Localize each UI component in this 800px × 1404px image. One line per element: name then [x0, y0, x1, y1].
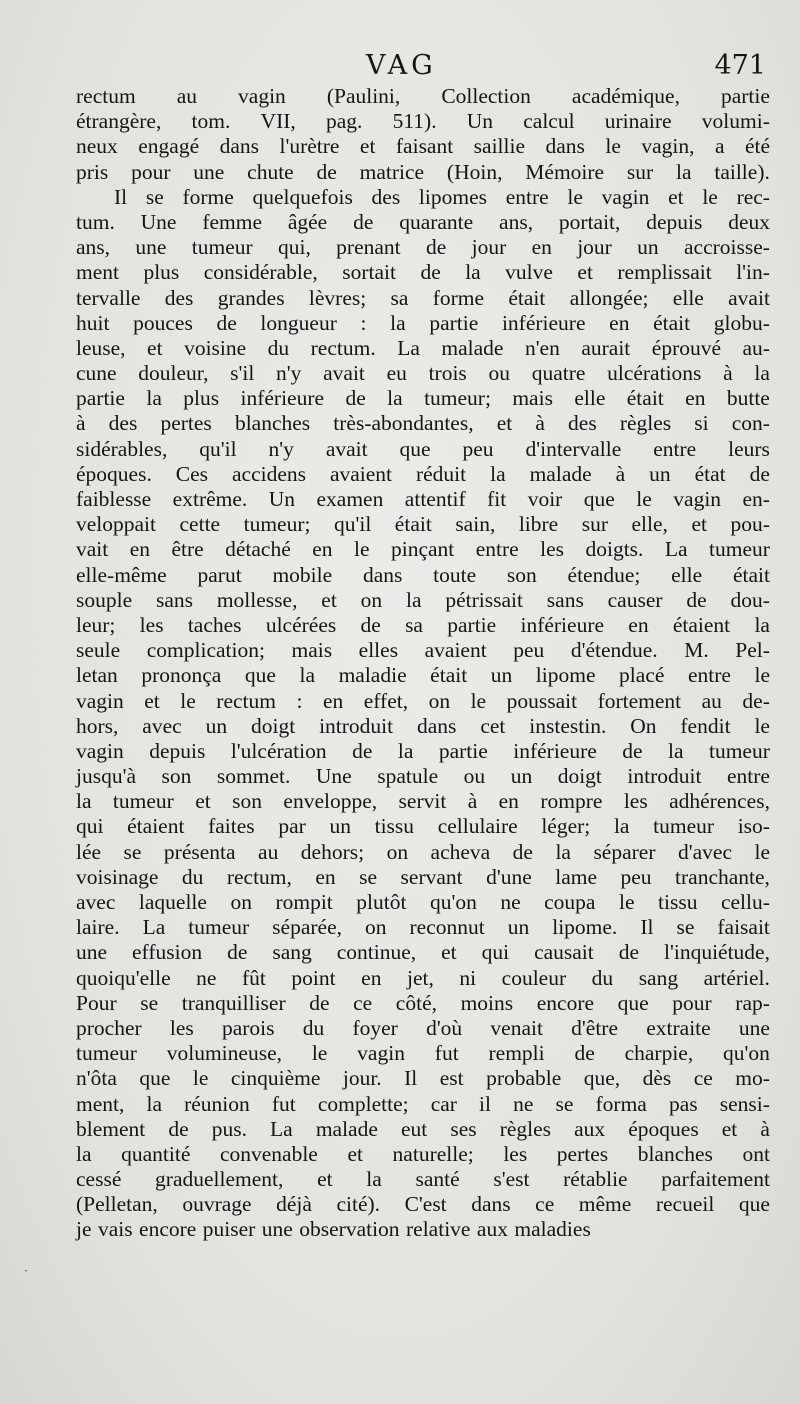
text-line: (Pelletan, ouvrage déjà cité). C'est dans ce même recueil que [76, 1192, 770, 1217]
text-line: je vais encore puiser une observation relative aux maladies [76, 1217, 591, 1242]
text-line: Il se forme quelquefois des lipomes entre le vagin et le rec- [114, 184, 770, 209]
text-line: pris pour une chute de matrice (Hoin, Mémoire sur la taille). [76, 159, 770, 184]
body-text [76, 84, 770, 1243]
text-line: quoiqu'elle ne fût point en jet, ni couleur du sang artériel. [76, 965, 770, 990]
text-line: veloppait cette tumeur; qu'il était sain, libre sur elle, et pou- [76, 512, 770, 537]
text-line: lée se présenta au dehors; on acheva de la séparer d'avec le [76, 839, 770, 864]
text-line: la tumeur et son enveloppe, servit à en rompre les adhérences, [76, 789, 770, 814]
text-line: ans, une tumeur qui, prenant de jour en jour un accroisse- [76, 235, 770, 260]
text-line: une effusion de sang continue, et qui causait de l'inquiétude, [76, 940, 770, 965]
text-line: voisinage du rectum, en se servant d'une lame peu tranchante, [76, 864, 770, 889]
text-line: vagin et le rectum : en effet, on le poussait fortement au de- [76, 688, 770, 713]
text-line: tumeur volumineuse, le vagin fut rempli de charpie, qu'on [76, 1041, 770, 1066]
text-line: tervalle des grandes lèvres; sa forme était allongée; elle avait [76, 285, 770, 310]
text-line: ment plus considérable, sortait de la vulve et remplissait l'in- [76, 260, 770, 285]
text-line: sidérables, qu'il n'y avait que peu d'intervalle entre leurs [76, 436, 770, 461]
text-line: letan prononça que la maladie était un lipome placé entre le [76, 663, 770, 688]
text-line: hors, avec un doigt introduit dans cet instestin. On fendit le [76, 713, 770, 738]
text-line: jusqu'à son sommet. Une spatule ou un doigt introduit entre [76, 764, 770, 789]
text-line: vait en être détaché en le pinçant entre les doigts. La tumeur [76, 537, 770, 562]
text-line: étrangère, tom. VII, pag. 511). Un calcul urinaire volumi- [76, 109, 770, 134]
text-line: elle-même parut mobile dans toute son étendue; elle était [76, 562, 770, 587]
text-line: laire. La tumeur séparée, on reconnut un lipome. Il se faisait [76, 915, 770, 940]
text-line: partie la plus inférieure de la tumeur; mais elle était en butte [76, 386, 770, 411]
text-line: cessé graduellement, et la santé s'est rétablie parfaitement [76, 1167, 770, 1192]
text-line: rectum au vagin (Paulini, Collection académique, partie [76, 84, 770, 108]
text-line: la quantité convenable et naturelle; les pertes blanches ont [76, 1141, 770, 1166]
text-line: cune douleur, s'il n'y avait eu trois ou quatre ulcérations à la [76, 361, 770, 386]
text-line: à des pertes blanches très-abondantes, et à des règles si con- [76, 411, 770, 436]
ink-speck: · [24, 1264, 28, 1278]
running-head: VAG [366, 50, 437, 81]
text-line: n'ôta que le cinquième jour. Il est probable que, dès ce mo- [76, 1066, 770, 1091]
text-line: huit pouces de longueur : la partie inférieure en était globu- [76, 310, 770, 335]
text-line: avec laquelle on rompit plutôt qu'on ne coupa le tissu cellu- [76, 890, 770, 914]
text-line: qui étaient faites par un tissu cellulaire léger; la tumeur iso- [76, 814, 770, 839]
text-line: ment, la réunion fut complette; car il ne se forma pas sensi- [76, 1091, 770, 1116]
page-number: 471 [714, 50, 766, 81]
text-line: époques. Ces accidens avaient réduit la malade à un état de [76, 461, 770, 486]
text-line: souple sans mollesse, et on la pétrissait sans causer de dou- [76, 587, 770, 612]
text-line: blement de pus. La malade eut ses règles aux époques et à [76, 1116, 770, 1141]
text-line: leuse, et voisine du rectum. La malade n'en aurait éprouvé au- [76, 335, 770, 360]
text-line: seule complication; mais elles avaient peu d'étendue. M. Pel- [76, 638, 770, 663]
text-line: leur; les taches ulcérées de sa partie inférieure en étaient la [76, 612, 770, 637]
text-line: neux engagé dans l'urètre et faisant saillie dans le vagin, a été [76, 134, 770, 159]
text-line: tum. Une femme âgée de quarante ans, portait, depuis deux [76, 209, 770, 234]
text-line: faiblesse extrême. Un examen attentif fit voir que le vagin en- [76, 487, 770, 511]
text-line: vagin depuis l'ulcération de la partie inférieure de la tumeur [76, 738, 770, 763]
text-line: procher les parois du foyer d'où venait d'être extraite une [76, 1015, 770, 1040]
text-line: Pour se tranquilliser de ce côté, moins encore que pour rap- [76, 990, 770, 1015]
